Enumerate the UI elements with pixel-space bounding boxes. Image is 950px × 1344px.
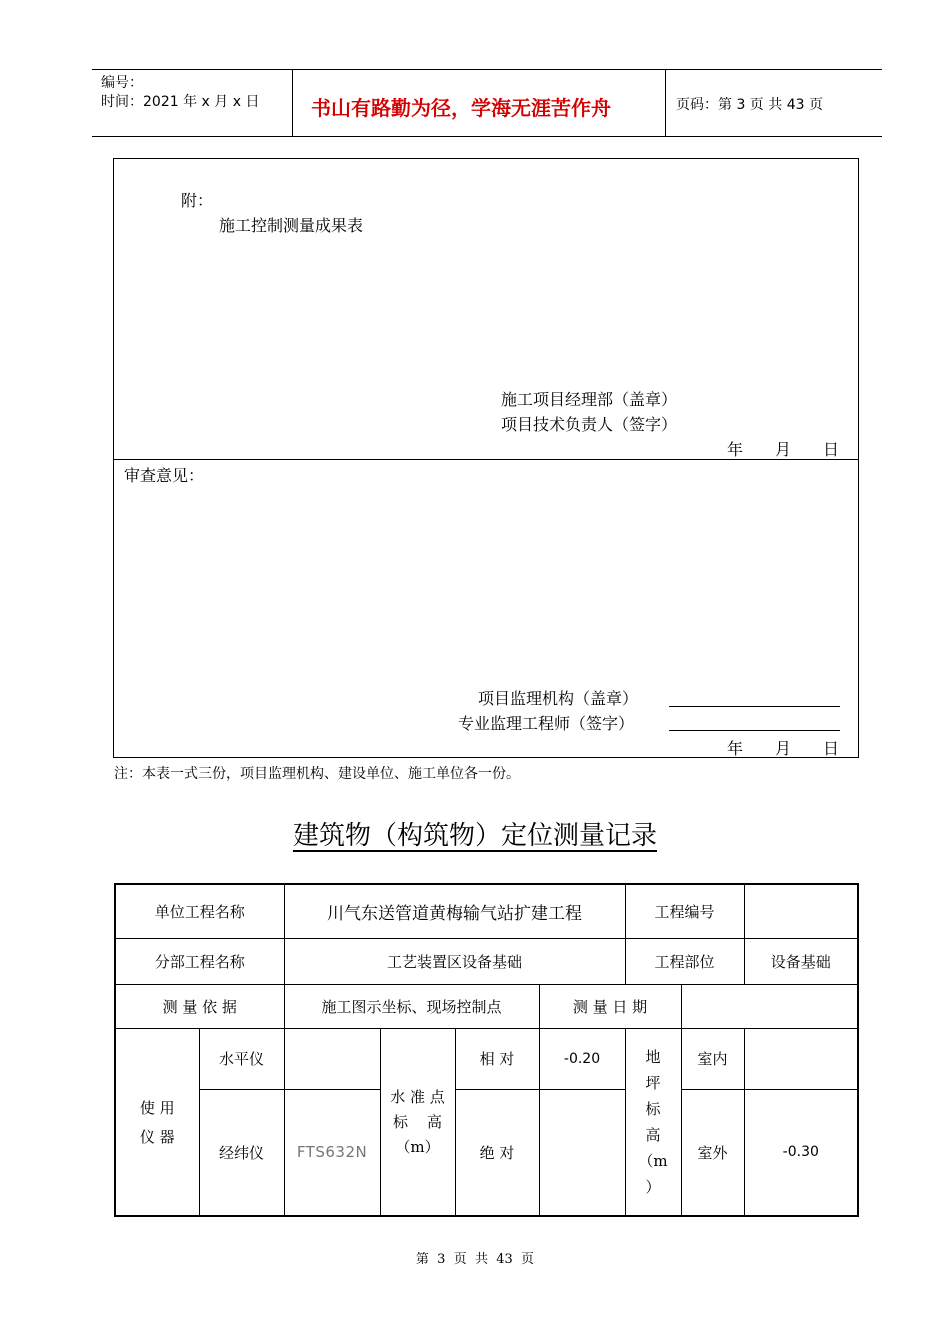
ground-label-line5: （m bbox=[638, 1151, 668, 1170]
sub-name-label: 分部工程名称 bbox=[115, 938, 284, 984]
approval-form-box bbox=[113, 158, 859, 758]
absolute-value bbox=[539, 1089, 625, 1216]
ground-label-line6: ） bbox=[645, 1177, 661, 1196]
theodolite-label: 经纬仪 bbox=[199, 1089, 284, 1216]
project-part-value: 设备基础 bbox=[744, 938, 858, 984]
header-motto: 书山有路勤为径，学海无涯苦作舟 bbox=[311, 96, 611, 120]
indoor-label: 室内 bbox=[681, 1028, 744, 1089]
benchmark-label-line3: （m） bbox=[395, 1138, 440, 1157]
basis-label: 测 量 依 据 bbox=[115, 984, 284, 1028]
measure-date-label: 测 量 日 期 bbox=[539, 984, 681, 1028]
ground-label-line1: 地 bbox=[645, 1047, 661, 1066]
benchmark-label-line1: 水 准 点 bbox=[390, 1088, 445, 1107]
date1-month: 月 bbox=[775, 440, 792, 459]
record-title: 建筑物（构筑物）定位测量记录 bbox=[292, 821, 657, 851]
engineer-sign-label: 专业监理工程师（签字） bbox=[458, 714, 635, 733]
date1-day: 日 bbox=[823, 440, 840, 459]
header-page-label: 页码：第 3 页 共 43 页 bbox=[676, 97, 823, 113]
row-instrument-level bbox=[115, 1028, 858, 1089]
row-unit-name bbox=[115, 884, 858, 938]
dept-stamp-label: 施工项目经理部（盖章） bbox=[501, 390, 678, 409]
date1-year: 年 bbox=[727, 440, 744, 459]
date2-month: 月 bbox=[775, 739, 792, 758]
ground-label-line4: 高 bbox=[645, 1125, 661, 1144]
absolute-label: 绝 对 bbox=[455, 1089, 539, 1216]
positioning-record-table bbox=[114, 883, 859, 1217]
instrument-label bbox=[115, 1028, 199, 1216]
page-footer: 第 3 页 共 43 页 bbox=[415, 1252, 535, 1267]
ground-label-line3: 标 bbox=[645, 1099, 661, 1118]
instrument-label-line1: 使 用 bbox=[139, 1098, 175, 1117]
supervise-stamp-label: 项目监理机构（盖章） bbox=[478, 689, 639, 708]
row-basis bbox=[115, 984, 858, 1028]
project-no-value bbox=[744, 884, 858, 938]
relative-value: -0.20 bbox=[539, 1028, 625, 1089]
ground-label-line2: 坪 bbox=[645, 1073, 661, 1092]
level-value bbox=[284, 1028, 380, 1089]
outdoor-label: 室外 bbox=[681, 1089, 744, 1216]
row-sub-name bbox=[115, 938, 858, 984]
unit-name-label: 单位工程名称 bbox=[115, 884, 284, 938]
header-top-rule bbox=[92, 69, 882, 70]
project-part-label: 工程部位 bbox=[625, 938, 744, 984]
project-no-label: 工程编号 bbox=[625, 884, 744, 938]
header-divider-right bbox=[665, 69, 666, 136]
level-label: 水平仪 bbox=[199, 1028, 284, 1089]
tech-sign-label: 项目技术负责人（签字） bbox=[501, 415, 678, 434]
attach-label: 附： bbox=[181, 191, 214, 210]
indoor-value bbox=[744, 1028, 858, 1089]
theodolite-value: FTS632N bbox=[284, 1089, 380, 1216]
unit-name-value: 川气东送管道黄梅输气站扩建工程 bbox=[284, 884, 625, 938]
ground-elevation-label bbox=[625, 1028, 681, 1216]
header-bottom-rule bbox=[92, 136, 882, 137]
engineer-sign-line bbox=[669, 730, 840, 731]
outdoor-value: -0.30 bbox=[744, 1089, 858, 1216]
review-label: 审查意见： bbox=[124, 466, 205, 485]
approval-form-divider bbox=[113, 459, 858, 460]
benchmark-elevation-label bbox=[380, 1028, 455, 1216]
instrument-label-line2: 仪 器 bbox=[139, 1127, 175, 1146]
copies-note: 注：本表一式三份，项目监理机构、建设单位、施工单位各一份。 bbox=[114, 766, 520, 782]
measure-date-value bbox=[681, 984, 858, 1028]
attach-item: 施工控制测量成果表 bbox=[219, 216, 364, 235]
sub-name-value: 工艺装置区设备基础 bbox=[284, 938, 625, 984]
basis-value: 施工图示坐标、现场控制点 bbox=[284, 984, 539, 1028]
row-instrument-theodolite bbox=[115, 1089, 858, 1216]
relative-label: 相 对 bbox=[455, 1028, 539, 1089]
date2-year: 年 bbox=[727, 739, 744, 758]
header-time-label: 时间：2021 年 x 月 x 日 bbox=[101, 94, 260, 110]
benchmark-label-line2: 标 高 bbox=[392, 1113, 443, 1132]
date2-day: 日 bbox=[823, 739, 840, 758]
header-divider-left bbox=[292, 69, 293, 136]
header-number-label: 编号： bbox=[101, 75, 143, 91]
supervise-stamp-line bbox=[669, 706, 840, 707]
